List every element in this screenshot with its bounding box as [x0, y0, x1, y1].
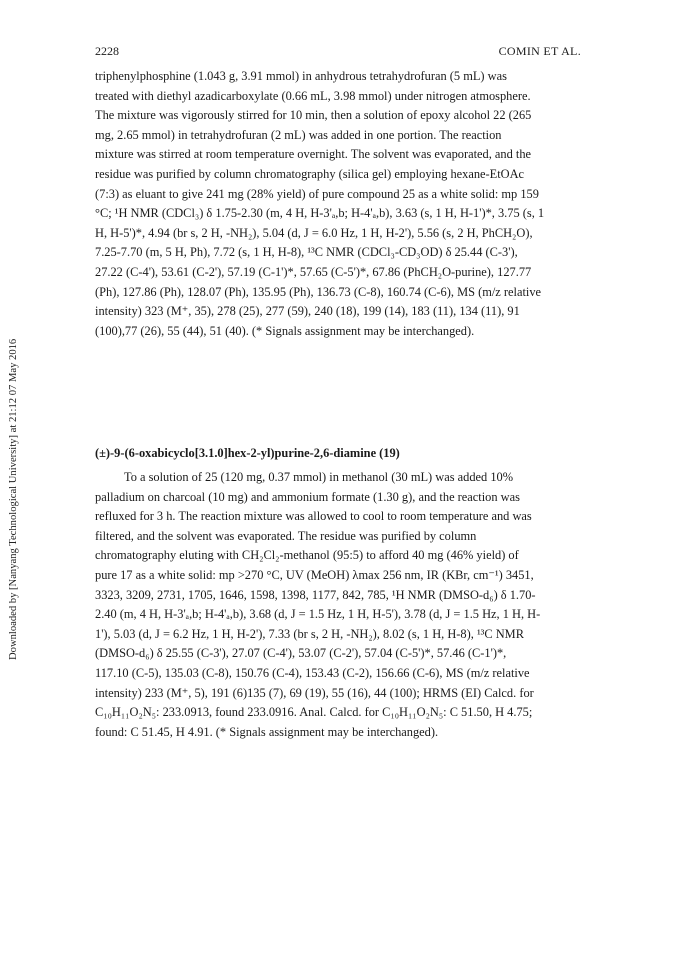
text-line: 117.10 (C-5), 135.03 (C-8), 150.76 (C-4), 153.43 (C-2), 156.66 (C-6), MS (m/z relative: [95, 665, 530, 680]
text-line: (100),77 (26), 55 (44), 51 (40). (* Signals assignment may be interchanged).: [95, 323, 475, 338]
running-head: COMIN ET AL.: [498, 44, 581, 58]
text-line: °C; ¹H NMR (CDCl₃) δ 1.75-2.30 (m, 4 H, H-3'ₐ,b; H-4'ₐ,b), 3.63 (s, 1 H, H-1')*, 3.75 (s, 1: [95, 206, 545, 221]
text-line: pure 17 as a white solid: mp >270 °C, UV (MeOH) λmax 256 nm, IR (KBr, cm⁻¹) 3451,: [95, 567, 534, 582]
compound-subheading-block: [95, 444, 585, 464]
text-line: residue was purified by column chromatography (silica gel) employing hexane-EtOAc: [95, 166, 525, 181]
text-line: chromatography eluting with CH₂Cl₂-methanol (95:5) to afford 40 mg (46% yield) of: [95, 548, 519, 563]
text-line: filtered, and the solvent was evaporated. The residue was purified by column: [95, 528, 477, 543]
text-line: refluxed for 3 h. The reaction mixture was allowed to cool to room temperature and was: [95, 509, 532, 524]
text-line: To a solution of 25 (120 mg, 0.37 mmol) in methanol (30 mL) was added 10%: [124, 470, 514, 484]
text-line: treated with diethyl azadicarboxylate (0.66 mL, 3.98 mmol) under nitrogen atmosphere.: [95, 88, 531, 103]
text-line: The mixture was vigorously stirred for 10 min, then a solution of epoxy alcohol 22 (265: [95, 108, 532, 123]
text-line: (DMSO-d₆) δ 25.55 (C-3'), 27.07 (C-4'), 53.07 (C-2'), 57.04 (C-5')*, 57.46 (C-1')*,: [95, 646, 507, 661]
text-line: mg, 2.65 mmol) in tetrahydrofuran (2 mL) was added in one portion. The reaction: [95, 127, 502, 142]
text-line: palladium on charcoal (10 mg) and ammonium formate (1.30 g), and the reaction was: [95, 489, 520, 504]
page-header: [95, 44, 581, 62]
compound-subheading: (±)-9-(6-oxabicyclo[3.1.0]hex-2-yl)purine-2,6-diamine (19): [95, 446, 400, 460]
text-line: found: C 51.45, H 4.91. (* Signals assignment may be interchanged).: [95, 724, 439, 739]
page-number: 2228: [95, 44, 119, 58]
text-line: triphenylphosphine (1.043 g, 3.91 mmol) in anhydrous tetrahydrofuran (5 mL) was: [95, 69, 507, 83]
text-line: (Ph), 127.86 (Ph), 128.07 (Ph), 135.95 (Ph), 136.73 (C-8), 160.74 (C-6), MS (m/z relative: [95, 284, 542, 299]
text-line: H, H-5')*, 4.94 (br s, 2 H, -NH₂), 5.04 (d, J = 6.0 Hz, 1 H, H-2'), 5.56 (s, 2 H, PhCH₂O),: [95, 225, 533, 240]
text-line: intensity) 323 (M⁺, 35), 278 (25), 277 (59), 240 (18), 199 (14), 183 (11), 134 (11), 91: [95, 304, 520, 319]
download-watermark: Downloaded by [Nanyang Technological University] at 21:12 07 May 2016: [8, 338, 19, 660]
text-line: 27.22 (C-4'), 53.61 (C-2'), 57.19 (C-1')*, 57.65 (C-5')*, 67.86 (PhCH₂O-purine), 127.77: [95, 264, 532, 279]
text-line: C₁₀H₁₁O₂N₅: 233.0913, found 233.0916. Anal. Calcd. for C₁₀H₁₁O₂N₅: C 51.50, H 4.75;: [95, 705, 533, 720]
text-line: mixture was stirred at room temperature overnight. The solvent was evaporated, and the: [95, 147, 532, 162]
text-line: 3323, 3209, 2731, 1705, 1646, 1598, 1398, 1177, 842, 785, ¹H NMR (DMSO-d₆) δ 1.70-: [95, 587, 536, 602]
text-line: 1'), 5.03 (d, J = 6.2 Hz, 1 H, H-2'), 7.33 (br s, 2 H, -NH₂), 8.02 (s, 1 H, H-8), ¹³C NMR: [95, 626, 524, 641]
text-line: 2.40 (m, 4 H, H-3'ₐ,b; H-4'ₐ,b), 3.68 (d, J = 1.5 Hz, 1 H, H-5'), 3.78 (d, J = 1.5 Hz, 1 H, H-: [95, 607, 541, 622]
text-line: 7.25-7.70 (m, 5 H, Ph), 7.72 (s, 1 H, H-8), ¹³C NMR (CDCl₃-CD₃OD) δ 25.44 (C-3'),: [95, 245, 518, 260]
text-line: (7:3) as eluant to give 241 mg (28% yield) of pure compound 25 as a white solid: mp 159: [95, 186, 539, 201]
experimental-paragraph-2: [95, 468, 585, 742]
text-line: intensity) 233 (M⁺, 5), 191 (6)135 (7), 69 (19), 55 (16), 44 (100); HRMS (EI) Calcd. for: [95, 685, 534, 700]
experimental-paragraph-1: [95, 67, 585, 341]
